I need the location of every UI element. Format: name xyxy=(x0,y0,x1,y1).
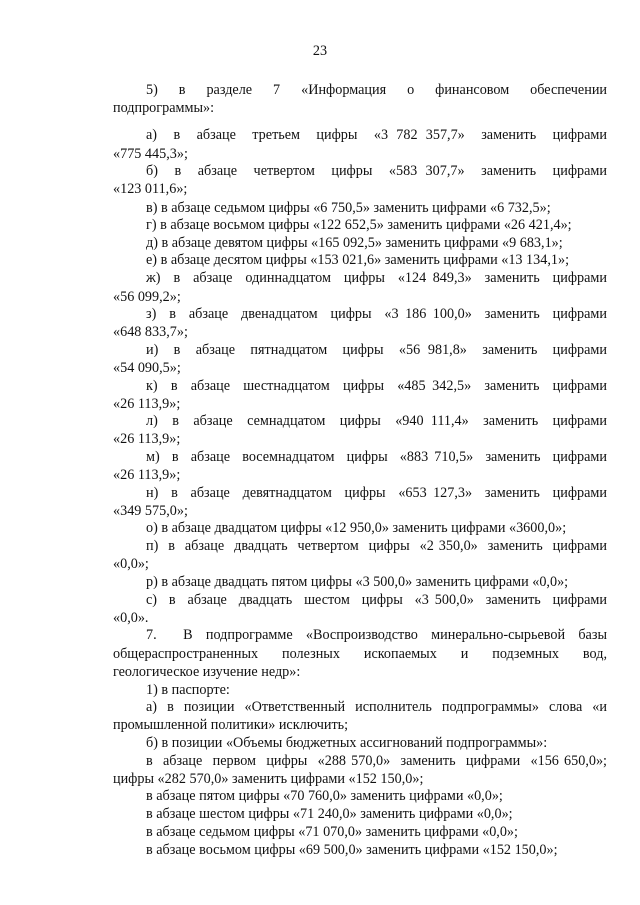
text-line: в абзаце шестом цифры «71 240,0» заменить цифрами «0,0»; xyxy=(146,806,513,822)
text-line: общераспространенных полезных ископаемых и подземных вод, xyxy=(113,646,607,662)
text-line: 7. В подпрограмме «Воспроизводство минерально-сырьевой базы xyxy=(146,627,607,643)
text-line: «775 445,3»; xyxy=(113,146,188,162)
text-line: промышленной политики» исключить; xyxy=(113,717,349,733)
text-line: б) в абзаце четвертом цифры «583 307,7» заменить цифрами xyxy=(146,163,607,179)
text-line: 1) в паспорте: xyxy=(146,682,230,698)
text-line: в) в абзаце седьмом цифры «6 750,5» заменить цифрами «6 732,5»; xyxy=(146,200,551,216)
text-line: б) в позиции «Объемы бюджетных ассигнований подпрограммы»: xyxy=(146,735,548,751)
text-line: «26 113,9»; xyxy=(113,467,181,483)
text-line: и) в абзаце пятнадцатом цифры «56 981,8» заменить цифрами xyxy=(146,342,607,358)
text-line: «0,0». xyxy=(113,610,149,626)
text-line: цифры «282 570,0» заменить цифрами «152 150,0»; xyxy=(113,771,424,787)
text-line: «26 113,9»; xyxy=(113,431,181,447)
text-line: а) в абзаце третьем цифры «3 782 357,7» заменить цифрами xyxy=(146,127,607,143)
text-line: д) в абзаце девятом цифры «165 092,5» заменить цифрами «9 683,1»; xyxy=(146,235,563,251)
text-line: г) в абзаце восьмом цифры «122 652,5» заменить цифрами «26 421,4»; xyxy=(146,217,572,233)
text-line: а) в позиции «Ответственный исполнитель подпрограммы» слова «и xyxy=(146,699,607,715)
text-line: о) в абзаце двадцатом цифры «12 950,0» заменить цифрами «3600,0»; xyxy=(146,520,567,536)
text-line: с) в абзаце двадцать шестом цифры «3 500,0» заменить цифрами xyxy=(146,592,607,608)
text-line: «123 011,6»; xyxy=(113,181,188,197)
text-line: в абзаце седьмом цифры «71 070,0» заменить цифрами «0,0»; xyxy=(146,824,518,840)
text-line: подпрограммы»: xyxy=(113,100,215,116)
text-line: в абзаце первом цифры «288 570,0» заменить цифрами «156 650,0»; xyxy=(146,753,607,769)
text-line: геологическое изучение недр»: xyxy=(113,664,301,680)
text-line: 5) в разделе 7 «Информация о финансовом обеспечении xyxy=(146,82,607,98)
text-line: ж) в абзаце одиннадцатом цифры «124 849,3» заменить цифрами xyxy=(146,270,607,286)
text-line: «0,0»; xyxy=(113,556,149,572)
text-line: «56 099,2»; xyxy=(113,289,181,305)
text-line: в абзаце пятом цифры «70 760,0» заменить цифрами «0,0»; xyxy=(146,788,503,804)
text-line: к) в абзаце шестнадцатом цифры «485 342,5» заменить цифрами xyxy=(146,378,607,394)
text-line: р) в абзаце двадцать пятом цифры «3 500,0» заменить цифрами «0,0»; xyxy=(146,574,569,590)
text-line: «648 833,7»; xyxy=(113,324,188,340)
text-line: «26 113,9»; xyxy=(113,396,181,412)
text-line: в абзаце восьмом цифры «69 500,0» заменить цифрами «152 150,0»; xyxy=(146,842,558,858)
text-line: «54 090,5»; xyxy=(113,360,181,376)
text-line: н) в абзаце девятнадцатом цифры «653 127,3» заменить цифрами xyxy=(146,485,607,501)
text-line: п) в абзаце двадцать четвертом цифры «2 350,0» заменить цифрами xyxy=(146,538,607,554)
text-line: «349 575,0»; xyxy=(113,503,188,519)
text-line: м) в абзаце восемнадцатом цифры «883 710,5» заменить цифрами xyxy=(146,449,607,465)
text-line: з) в абзаце двенадцатом цифры «3 186 100,0» заменить цифрами xyxy=(146,306,607,322)
page-number: 23 xyxy=(312,43,328,59)
text-line: л) в абзаце семнадцатом цифры «940 111,4» заменить цифрами xyxy=(146,413,607,429)
text-line: е) в абзаце десятом цифры «153 021,6» заменить цифрами «13 134,1»; xyxy=(146,252,570,268)
